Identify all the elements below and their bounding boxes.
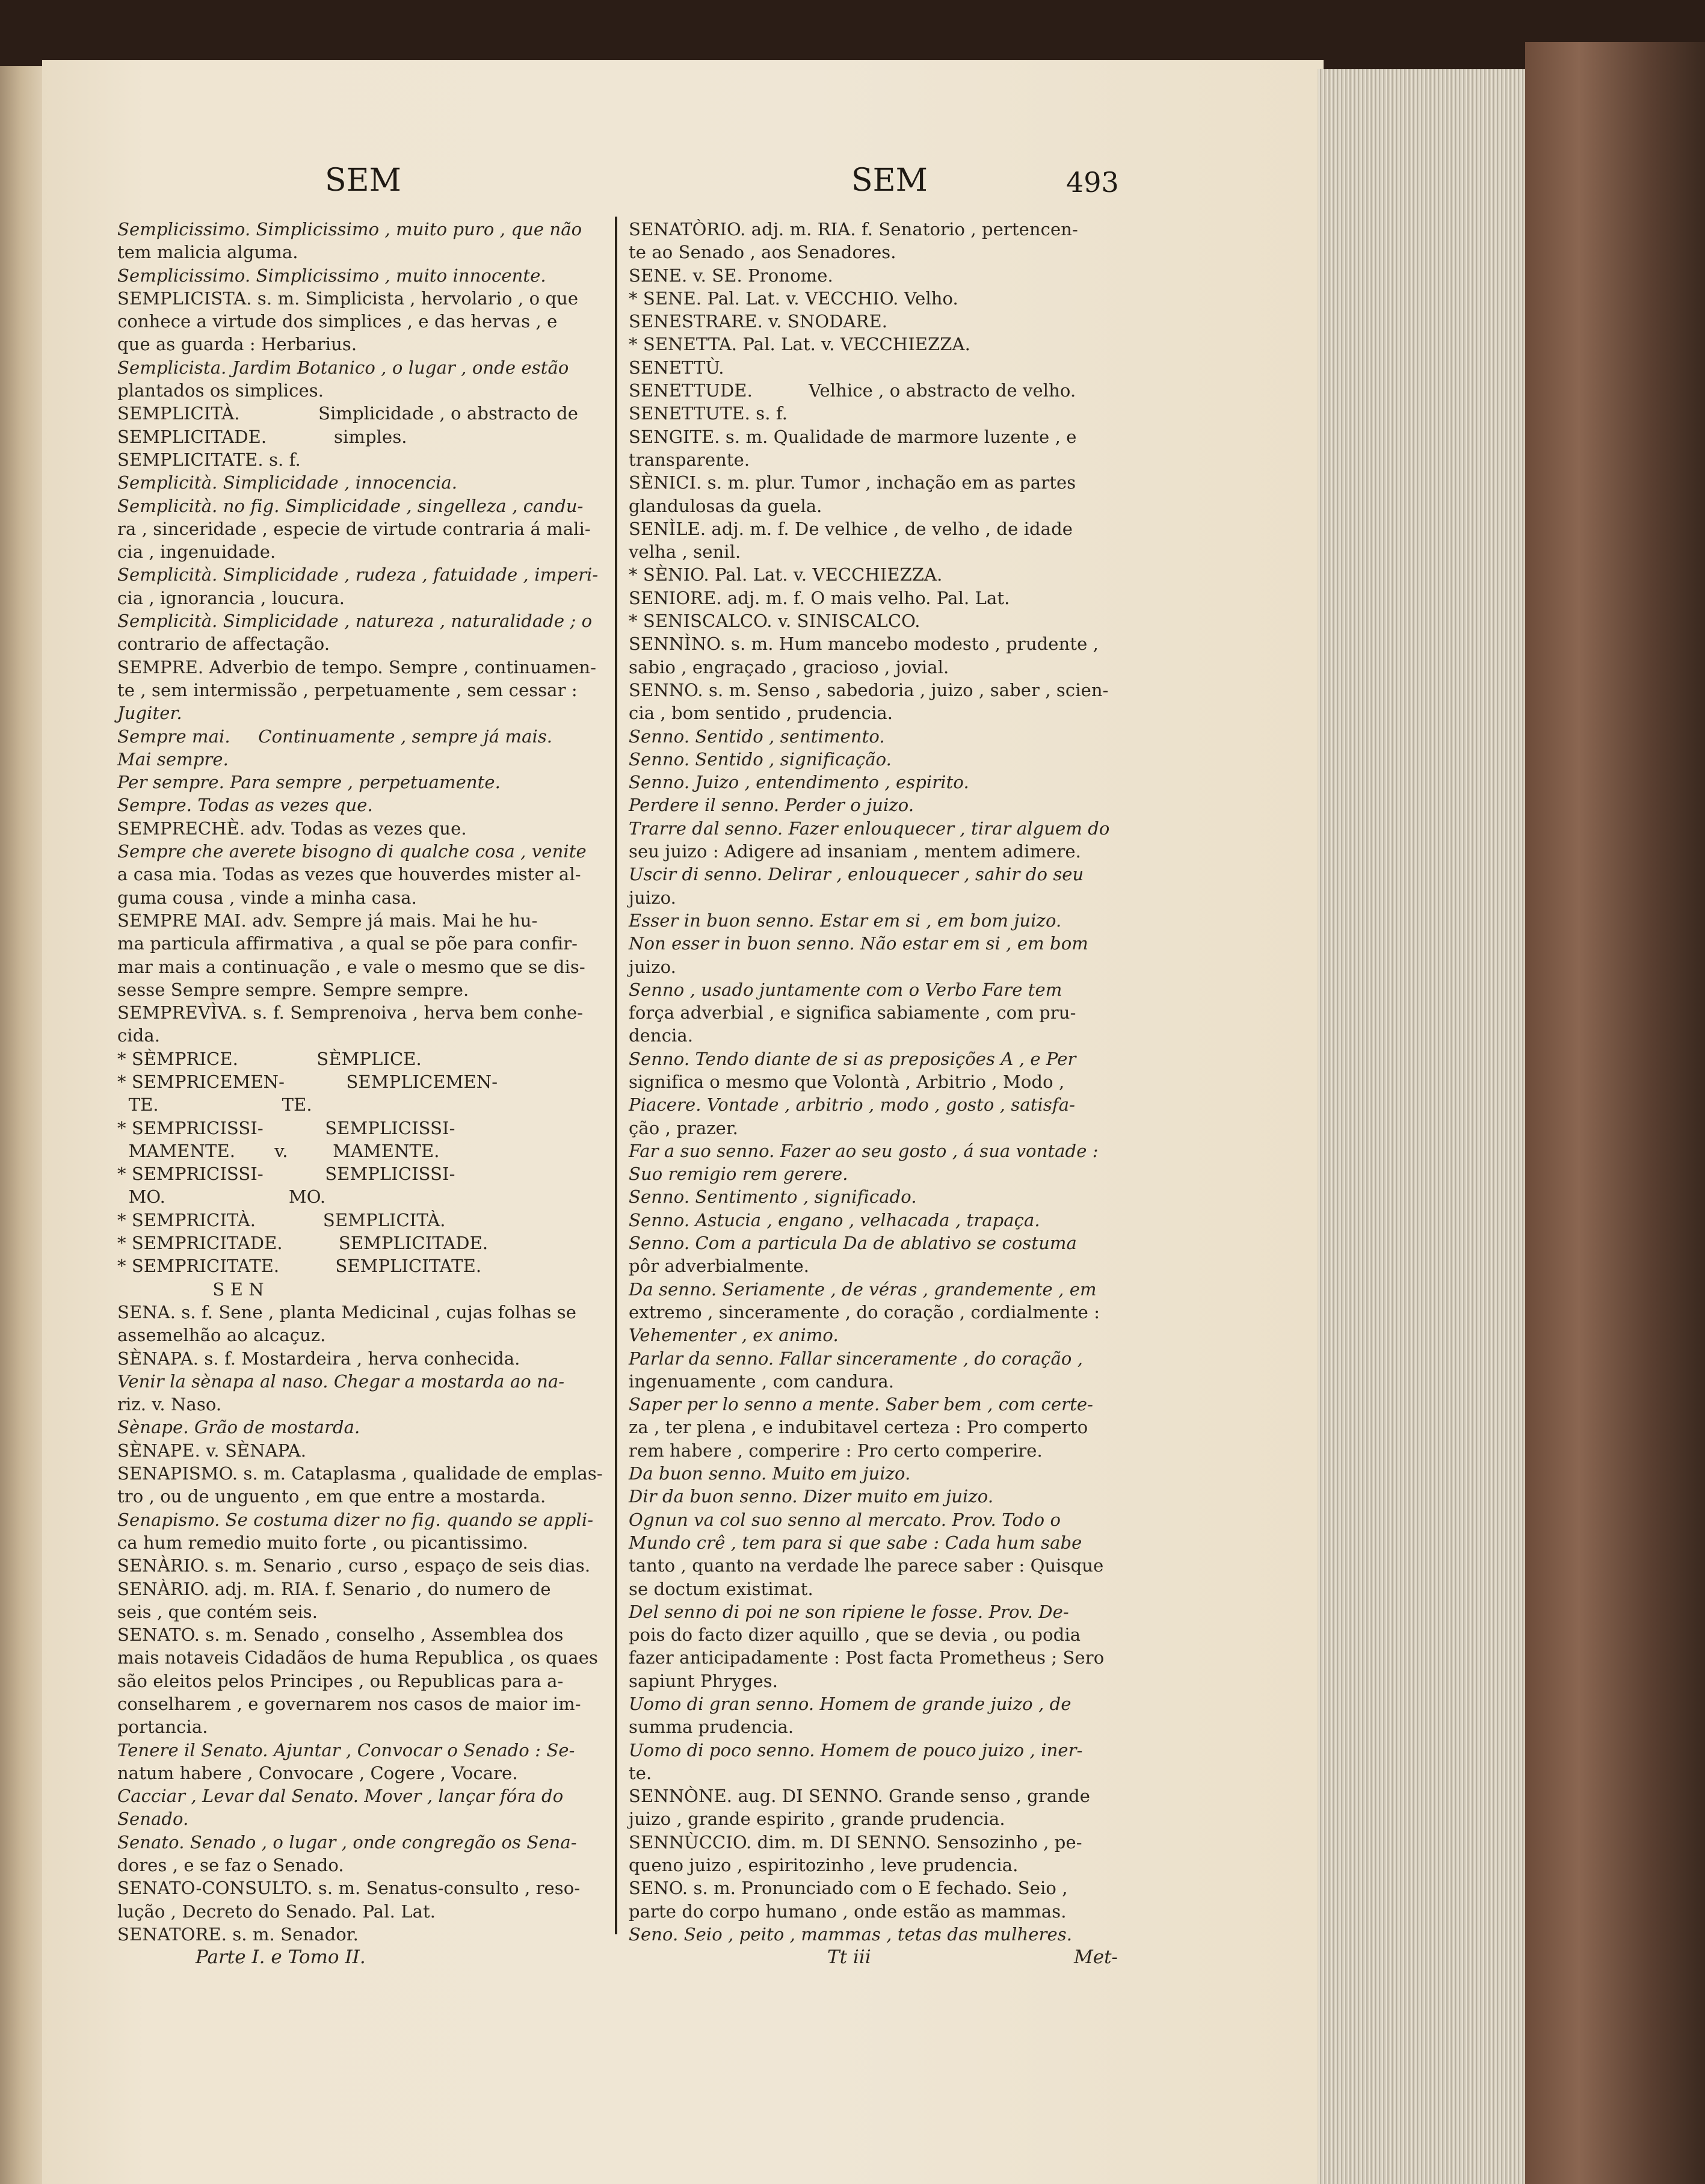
text-line: Uomo di gran senno. Homem de grande juizo , de	[629, 1694, 1071, 1714]
text-line: tem malicia alguma.	[117, 242, 298, 263]
footer-signature: Parte I. e Tomo II.	[196, 1946, 366, 1968]
text-line: SEMPLICISTA. s. m. Simplicista , hervolario , o que	[117, 288, 579, 309]
text-line: extremo , sinceramente , do coração , cordialmente :	[629, 1301, 1100, 1322]
text-line: SENNO. s. m. Senso , sabedoria , juizo , saber , scien-	[629, 679, 1109, 700]
text-line: dencia.	[629, 1025, 694, 1046]
text-line: * SÈNIO. Pal. Lat. v. VECCHIEZZA.	[629, 564, 943, 585]
text-line: Senno. Sentimento , significado.	[629, 1186, 917, 1208]
text-line: Mundo crê , tem para si que sabe : Cada hum sabe	[629, 1532, 1082, 1553]
text-line: riz. v. Naso.	[117, 1394, 222, 1415]
text-line: te , sem intermissão , perpetuamente , sem cessar :	[117, 679, 578, 700]
footer-catchword: Met-	[1074, 1946, 1118, 1968]
text-line: tro , ou de unguento , em que entre a mostarda.	[117, 1486, 546, 1507]
text-line: Senno. Com a particula Da de ablativo se costuma	[629, 1233, 1077, 1254]
text-line: SÈNAPE. v. SÈNAPA.	[117, 1440, 307, 1461]
text-line: sesse Sempre sempre. Sempre sempre.	[117, 979, 469, 1000]
text-line: TE. TE.	[117, 1094, 312, 1115]
text-line: mar mais a continuação , e vale o mesmo que se dis-	[117, 956, 585, 977]
text-line: plantados os simplices.	[117, 380, 324, 401]
text-line: * SEMPRICISSI- SEMPLICISSI-	[117, 1164, 455, 1185]
text-line: Parlar da senno. Fallar sinceramente , do coração ,	[629, 1348, 1084, 1369]
text-line: Semplicissimo. Simplicissimo , muito innocente.	[117, 265, 546, 286]
text-line: * SEMPRICITÀ. SEMPLICITÀ.	[117, 1209, 446, 1230]
text-line: * SENE. Pal. Lat. v. VECCHIO. Velho.	[629, 288, 958, 309]
text-line: guma cousa , vinde a minha casa.	[117, 887, 417, 908]
text-line: Senato. Senado , o lugar , onde congregão os Sena-	[117, 1831, 577, 1852]
text-line: portancia.	[117, 1717, 208, 1738]
text-line: SENATORE. s. m. Senador.	[117, 1923, 359, 1945]
text-line: SEMPLICITADE. simples.	[117, 426, 407, 447]
text-line: Senno. Juizo , entendimento , espirito.	[629, 772, 969, 793]
text-line: cia , bom sentido , prudencia.	[629, 703, 893, 724]
text-line: * SEMPRICISSI- SEMPLICISSI-	[117, 1117, 455, 1138]
text-line: Per sempre. Para sempre , perpetuamente.	[117, 772, 501, 793]
text-line: MO. MO.	[117, 1186, 326, 1208]
text-line: parte do corpo humano , onde estão as mammas.	[629, 1901, 1067, 1922]
text-line: SENETTUDE. Velhice , o abstracto de velho.	[629, 380, 1076, 401]
text-line: Da buon senno. Muito em juizo.	[629, 1463, 911, 1484]
text-line: * SEMPRICITADE. SEMPLICITADE.	[117, 1233, 489, 1254]
text-line: SENATO. s. m. Senado , conselho , Assemblea dos	[117, 1624, 564, 1646]
leather-cover	[1525, 42, 1705, 2184]
text-line: MAMENTE. v. MAMENTE.	[117, 1140, 440, 1161]
text-line: fazer anticipadamente : Post facta Prometheus ; Sero	[629, 1647, 1105, 1668]
right-column	[629, 218, 1131, 1946]
text-line: que as guarda : Herbarius.	[117, 334, 357, 355]
running-head	[90, 162, 1173, 205]
text-line: Ognun va col suo senno al mercato. Prov. Todo o	[629, 1509, 1061, 1530]
text-line: juizo.	[629, 887, 676, 908]
text-line: Jugiter.	[117, 703, 182, 724]
text-line: velha , senil.	[629, 541, 741, 563]
text-line: * SEMPRICITATE. SEMPLICITATE.	[117, 1256, 482, 1277]
text-line: SENA. s. f. Sene , planta Medicinal , cujas folhas se	[117, 1301, 577, 1322]
right-running-head: SEM	[851, 162, 928, 199]
text-line: ma particula affirmativa , a qual se põe para confir-	[117, 933, 578, 954]
text-line: Cacciar , Levar dal Senato. Mover , lançar fóra do	[117, 1786, 564, 1807]
text-line: cia , ingenuidade.	[117, 541, 276, 563]
page-number: 493	[1066, 166, 1119, 199]
text-line: Sènape. Grão de mostarda.	[117, 1417, 360, 1438]
text-line: Semplicità. Simplicidade , natureza , naturalidade ; o	[117, 611, 593, 632]
text-line: Senno. Sentido , significação.	[629, 748, 892, 770]
text-line: Sempre che averete bisogno di qualche cosa , venite	[117, 841, 587, 862]
text-line: Senno. Astucia , engano , velhacada , trapaça.	[629, 1209, 1040, 1230]
text-line: SENNÌNO. s. m. Hum mancebo modesto , prudente ,	[629, 634, 1099, 655]
text-line: Senno. Sentido , sentimento.	[629, 726, 885, 747]
text-line: mais notaveis Cidadãos de huma Republica , os quaes	[117, 1647, 598, 1668]
text-line: natum habere , Convocare , Cogere , Vocare.	[117, 1762, 518, 1783]
text-line: SENÌLE. adj. m. f. De velhice , de velho , de idade	[629, 518, 1073, 539]
text-line: Senno , usado juntamente com o Verbo Fare tem	[629, 979, 1062, 1000]
text-line: Sempre mai. Continuamente , sempre já mais.	[117, 726, 553, 747]
text-line: Senapismo. Se costuma dizer no fig. quando se appli-	[117, 1509, 594, 1530]
text-line: pois do facto dizer aquillo , que se devia , ou podia	[629, 1624, 1081, 1646]
text-line: contrario de affectação.	[117, 634, 330, 655]
text-line: glandulosas da guela.	[629, 495, 822, 516]
text-line: Semplicità. Simplicidade , innocencia.	[117, 472, 458, 493]
text-line: Suo remigio rem gerere.	[629, 1164, 848, 1185]
text-line: Senno. Tendo diante de si as preposições A , e Per	[629, 1048, 1076, 1069]
text-line: SEMPRE. Adverbio de tempo. Sempre , continuamen-	[117, 656, 596, 677]
facing-page-edge	[0, 66, 42, 2184]
footer-gathering: Tt iii	[827, 1946, 871, 1968]
text-line: cida.	[117, 1025, 161, 1046]
text-line: SENETTUTE. s. f.	[629, 403, 788, 424]
text-line: SENÀRIO. s. m. Senario , curso , espaço de seis dias.	[117, 1555, 591, 1576]
text-line: Esser in buon senno. Estar em si , em bom juizo.	[629, 910, 1062, 931]
text-line: Uomo di poco senno. Homem de pouco juizo , iner-	[629, 1739, 1083, 1760]
text-line: juizo.	[629, 956, 676, 977]
text-line: assemelhão ao alcaçuz.	[117, 1325, 326, 1346]
text-line: tanto , quanto na verdade lhe parece saber : Quisque	[629, 1555, 1104, 1576]
text-line: Da senno. Seriamente , de véras , grandemente , em	[629, 1279, 1097, 1300]
text-line: Semplicissimo. Simplicissimo , muito puro , que não	[117, 219, 582, 239]
text-line: pôr adverbialmente.	[629, 1256, 810, 1277]
left-column	[117, 218, 611, 1946]
text-line: te ao Senado , aos Senadores.	[629, 242, 896, 263]
text-line: SENAPISMO. s. m. Cataplasma , qualidade de emplas-	[117, 1463, 603, 1484]
text-line: significa o mesmo que Volontà , Arbitrio , Modo ,	[629, 1071, 1065, 1092]
text-line: SENESTRARE. v. SNODARE.	[629, 311, 888, 332]
text-line: * SÈMPRICE. SÈMPLICE.	[117, 1048, 422, 1069]
text-line: Semplicità. no fig. Simplicidade , singelleza , candu-	[117, 495, 584, 516]
text-line: conhece a virtude dos simplices , e das hervas , e	[117, 311, 558, 332]
text-line: transparente.	[629, 449, 750, 470]
text-line: ra , sinceridade , especie de virtude contraria á mali-	[117, 518, 591, 539]
text-line: Semplicità. Simplicidade , rudeza , fatuidade , imperi-	[117, 564, 599, 585]
text-line: sapiunt Phryges.	[629, 1670, 779, 1691]
text-line: SENETTÙ.	[629, 357, 724, 378]
text-line: sabio , engraçado , gracioso , jovial.	[629, 656, 949, 677]
text-line: dores , e se faz o Senado.	[117, 1855, 344, 1876]
text-line: Saper per lo senno a mente. Saber bem , com certe-	[629, 1394, 1094, 1415]
text-line: SENATO-CONSULTO. s. m. Senatus-consulto , reso-	[117, 1878, 581, 1899]
text-line: Del senno di poi ne son ripiene le fosse. Prov. De-	[629, 1601, 1069, 1622]
text-line: te.	[629, 1762, 652, 1783]
text-line: SENATÒRIO. adj. m. RIA. f. Senatorio , pertencen-	[629, 219, 1078, 239]
text-line: a casa mia. Todas as vezes que houverdes mister al-	[117, 864, 581, 885]
text-line: ca hum remedio muito forte , ou picantissimo.	[117, 1532, 528, 1553]
text-line: Vehementer , ex animo.	[629, 1325, 839, 1346]
text-line: SEMPRECHÈ. adv. Todas as vezes que.	[117, 818, 467, 839]
text-line: SENO. s. m. Pronunciado com o E fechado. Seio ,	[629, 1878, 1068, 1899]
text-line: Seno. Seio , peito , mammas , tetas das mulheres.	[629, 1923, 1073, 1945]
text-line: Trarre dal senno. Fazer enlouquecer , tirar alguem do	[629, 818, 1110, 839]
text-line: Non esser in buon senno. Não estar em si , em bom	[629, 933, 1088, 954]
text-line: SÈNICI. s. m. plur. Tumor , inchação em as partes	[629, 472, 1076, 493]
text-line: seis , que contém seis.	[117, 1601, 318, 1622]
text-line: ção , prazer.	[629, 1117, 738, 1138]
text-line: Far a suo senno. Fazer ao seu gosto , á sua vontade :	[629, 1140, 1099, 1161]
text-line: SÈNAPA. s. f. Mostardeira , herva conhecida.	[117, 1348, 520, 1369]
text-line: za , ter plena , e indubitavel certeza : Pro comperto	[629, 1417, 1088, 1438]
text-line: Tenere il Senato. Ajuntar , Convocar o Senado : Se-	[117, 1739, 575, 1760]
text-line: Semplicista. Jardim Botanico , o lugar , onde estão	[117, 357, 569, 378]
text-line: rem habere , comperire : Pro certo comperire.	[629, 1440, 1043, 1461]
text-line: SENGITE. s. m. Qualidade de marmore luzente , e	[629, 426, 1077, 447]
text-line: * SENISCALCO. v. SINISCALCO.	[629, 611, 920, 632]
text-line: SENNÙCCIO. dim. m. DI SENNO. Sensozinho , pe-	[629, 1831, 1082, 1852]
text-line: Piacere. Vontade , arbitrio , modo , gosto , satisfa-	[629, 1094, 1075, 1115]
text-line: SENÀRIO. adj. m. RIA. f. Senario , do numero de	[117, 1578, 551, 1599]
text-line: força adverbial , e significa sabiamente , com pru-	[629, 1002, 1076, 1023]
page-footer	[117, 1946, 1131, 1970]
text-line: lução , Decreto do Senado. Pal. Lat.	[117, 1901, 436, 1922]
text-line: SENE. v. SE. Pronome.	[629, 265, 833, 286]
text-line: summa prudencia.	[629, 1717, 794, 1738]
text-line: conselharem , e governarem nos casos de maior im-	[117, 1694, 581, 1714]
column-rule	[615, 217, 617, 1934]
text-line: SEMPRE MAI. adv. Sempre já mais. Mai he hu-	[117, 910, 538, 931]
text-line: Dir da buon senno. Dizer muito em juizo.	[629, 1486, 994, 1507]
text-line: Mai sempre.	[117, 748, 229, 770]
text-line: Perdere il senno. Perder o juizo.	[629, 795, 914, 816]
text-line: Sempre. Todas as vezes que.	[117, 795, 373, 816]
text-line: juizo , grande espirito , grande prudencia.	[629, 1809, 1005, 1830]
text-line: SEMPLICITÀ. Simplicidade , o abstracto de	[117, 403, 578, 424]
text-line: * SENETTA. Pal. Lat. v. VECCHIEZZA.	[629, 334, 970, 355]
text-line: são eleitos pelos Principes , ou Republicas para a-	[117, 1670, 564, 1691]
text-line: Venir la sènapa al naso. Chegar a mostarda ao na-	[117, 1371, 565, 1392]
text-line: seu juizo : Adigere ad insaniam , mentem adimere.	[629, 841, 1081, 862]
text-line: SENIORE. adj. m. f. O mais velho. Pal. Lat.	[629, 587, 1010, 608]
text-line: se doctum existimat.	[629, 1578, 813, 1599]
text-line: SEMPREVÌVA. s. f. Semprenoiva , herva bem conhe-	[117, 1002, 584, 1023]
text-line: * SEMPRICEMEN- SEMPLICEMEN-	[117, 1071, 498, 1092]
text-line: cia , ignorancia , loucura.	[117, 587, 345, 608]
text-line: SENNÒNE. aug. DI SENNO. Grande senso , grande	[629, 1786, 1091, 1807]
text-line: Senado.	[117, 1809, 189, 1830]
text-line: S E N	[117, 1279, 264, 1300]
left-running-head: SEM	[325, 162, 401, 199]
text-line: queno juizo , espiritozinho , leve prudencia.	[629, 1855, 1019, 1876]
text-line: ingenuamente , com candura.	[629, 1371, 895, 1392]
text-line: SEMPLICITATE. s. f.	[117, 449, 301, 470]
page-edges	[1318, 69, 1525, 2184]
text-line: Uscir di senno. Delirar , enlouquecer , sahir do seu	[629, 864, 1084, 885]
